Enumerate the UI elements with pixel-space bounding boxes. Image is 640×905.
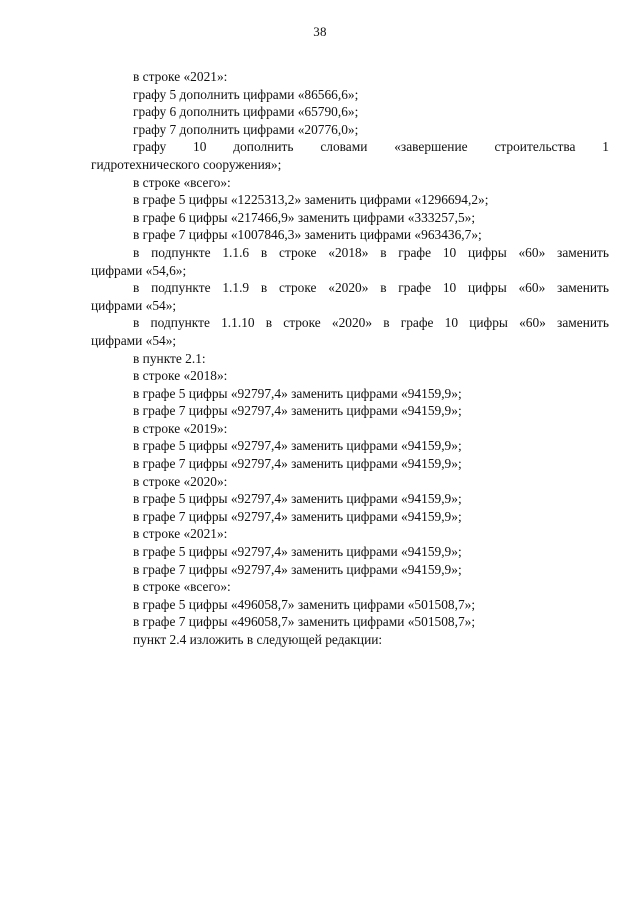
paragraph-first-line: в подпункте 1.1.10 в строке «2020» в графе 10 цифры «60» заменить: [133, 315, 609, 331]
text-line: в графе 5 цифры «1225313,2» заменить цифрами «1296694,2»;: [133, 192, 489, 208]
text-line: в графе 5 цифры «92797,4» заменить цифрами «94159,9»;: [133, 385, 462, 401]
paragraph-continuation-line: гидротехнического сооружения»;: [91, 156, 282, 172]
text-line: в графе 7 цифры «92797,4» заменить цифрами «94159,9»;: [133, 508, 462, 524]
text-line: в строке «2020»:: [133, 473, 228, 489]
text-line: в графе 5 цифры «496058,7» заменить цифрами «501508,7»;: [133, 596, 476, 612]
text-line: графу 7 дополнить цифрами «20776,0»;: [133, 121, 359, 137]
text-line: в строке «всего»:: [133, 579, 231, 595]
paragraph-continuation-line: цифрами «54,6»;: [91, 262, 187, 278]
paragraph: [91, 138, 609, 173]
document-body: [91, 68, 609, 649]
text-line: в строке «2019»:: [133, 420, 228, 436]
paragraph-first-line: в подпункте 1.1.6 в строке «2018» в графе 10 цифры «60» заменить: [133, 244, 609, 260]
page-number: 38: [313, 24, 327, 39]
paragraph-first-line: в подпункте 1.1.9 в строке «2020» в графе 10 цифры «60» заменить: [133, 280, 609, 296]
paragraph: [91, 244, 609, 279]
text-line: графу 5 дополнить цифрами «86566,6»;: [133, 86, 359, 102]
text-line: в графе 6 цифры «217466,9» заменить цифрами «333257,5»;: [133, 209, 476, 225]
text-line: пункт 2.4 изложить в следующей редакции:: [133, 632, 383, 647]
text-line: в пункте 2.1:: [133, 350, 206, 366]
text-line: в строке «всего»:: [133, 174, 231, 190]
text-line: в графе 7 цифры «92797,4» заменить цифрами «94159,9»;: [133, 403, 462, 419]
paragraph-first-line: графу 10 дополнить словами «завершение строительства 1: [133, 139, 609, 155]
paragraph: [91, 314, 609, 349]
paragraph-continuation-line: цифрами «54»;: [91, 332, 177, 348]
text-line: в графе 7 цифры «1007846,3» заменить цифрами «963436,7»;: [133, 227, 482, 243]
text-line: в строке «2018»:: [133, 368, 228, 384]
text-line: в графе 7 цифры «92797,4» заменить цифрами «94159,9»;: [133, 456, 462, 472]
text-line: в графе 5 цифры «92797,4» заменить цифрами «94159,9»;: [133, 438, 462, 454]
text-line: в графе 7 цифры «92797,4» заменить цифрами «94159,9»;: [133, 561, 462, 577]
text-line: графу 6 дополнить цифрами «65790,6»;: [133, 104, 359, 120]
text-line: в строке «2021»:: [133, 69, 228, 84]
text-line: в графе 7 цифры «496058,7» заменить цифрами «501508,7»;: [133, 614, 476, 630]
text-line: в графе 5 цифры «92797,4» заменить цифрами «94159,9»;: [133, 544, 462, 560]
text-line: в графе 5 цифры «92797,4» заменить цифрами «94159,9»;: [133, 491, 462, 507]
text-line: в строке «2021»:: [133, 526, 228, 542]
paragraph-continuation-line: цифрами «54»;: [91, 297, 177, 313]
paragraph: [91, 279, 609, 314]
